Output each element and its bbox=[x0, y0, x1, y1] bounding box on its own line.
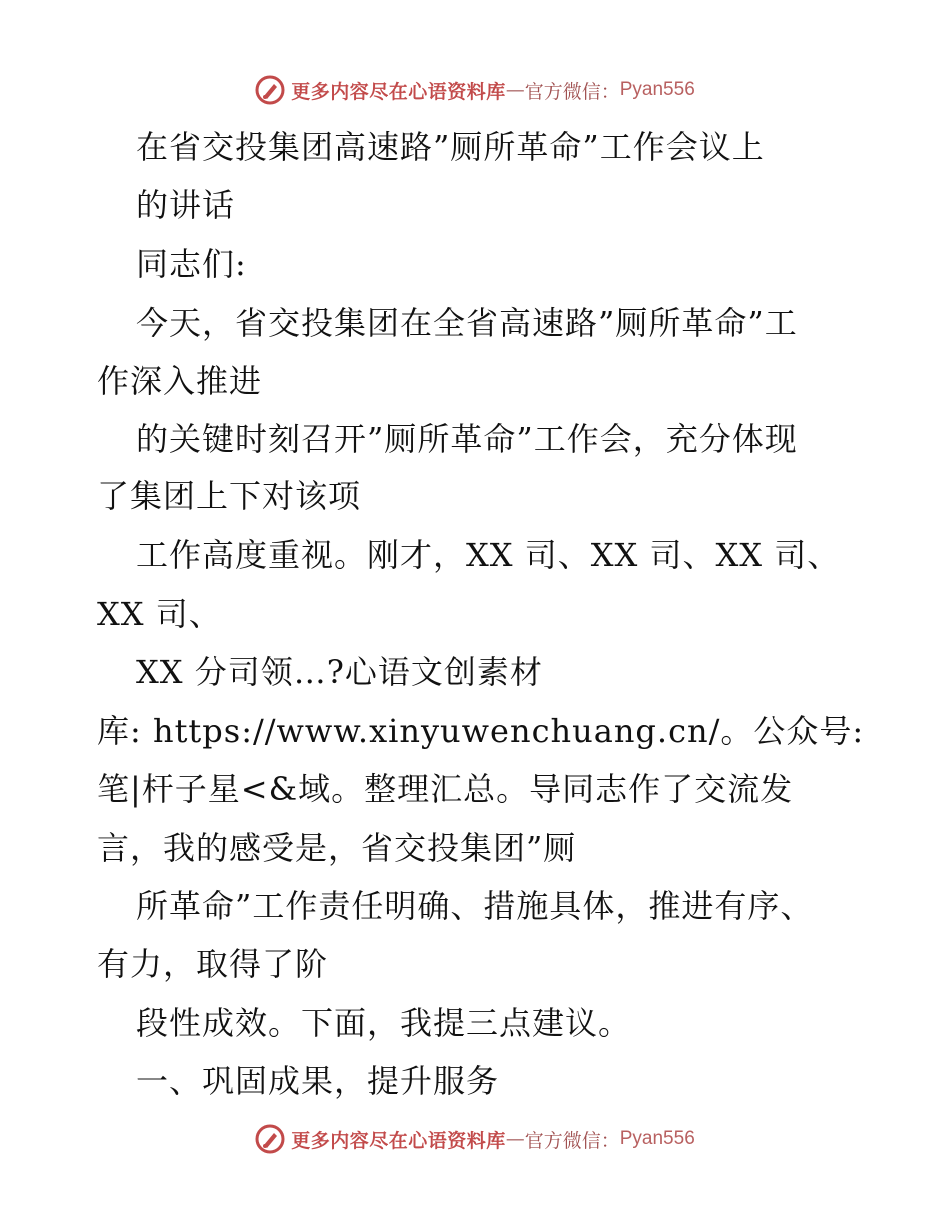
watermark-wechat-label: 官方微信： bbox=[524, 1129, 620, 1152]
section-heading: 一、巩固成果，提升服务 bbox=[136, 1062, 500, 1100]
pen-circle-logo-icon bbox=[255, 75, 285, 105]
paragraph-line: 库: https://www.xinyuwenchuang.cn/。公众号: bbox=[97, 712, 865, 750]
watermark-separator: — bbox=[505, 1128, 525, 1150]
paragraph-line: 所革命”工作责任明确、措施具体，推进有序、 bbox=[136, 887, 814, 925]
doc-title-line-2: 的讲话 bbox=[136, 186, 236, 224]
watermark-separator: — bbox=[505, 79, 525, 101]
paragraph-line: 工作高度重视。刚才，XX 司、XX 司、XX 司、 bbox=[136, 536, 841, 574]
paragraph-line: XX 司、 bbox=[97, 595, 222, 633]
pen-circle-logo-icon bbox=[255, 1124, 285, 1154]
paragraph-line: 段性成效。下面，我提三点建议。 bbox=[136, 1004, 632, 1042]
paragraph-line: 笔|杆子星<&域。整理汇总。导同志作了交流发 bbox=[97, 770, 794, 808]
salutation: 同志们: bbox=[136, 245, 247, 283]
watermark-wechat-label: 官方微信： bbox=[524, 80, 620, 103]
footer-watermark bbox=[0, 1122, 950, 1156]
header-watermark bbox=[0, 73, 950, 107]
paragraph-line: 有力，取得了阶 bbox=[97, 945, 329, 983]
paragraph-line: 言，我的感受是，省交投集团”厕 bbox=[97, 829, 577, 867]
paragraph-line: 了集团上下对该项 bbox=[97, 477, 362, 515]
watermark-wechat-id: Pyan556 bbox=[619, 79, 695, 100]
watermark-main-text: 更多内容尽在心语资料库 bbox=[291, 1129, 506, 1152]
doc-title-line-1: 在省交投集团高速路”厕所革命”工作会议上 bbox=[136, 128, 765, 166]
paragraph-line: 的关键时刻召开”厕所革命”工作会，充分体现 bbox=[136, 420, 798, 458]
paragraph-line: XX 分司领…?心语文创素材 bbox=[136, 653, 543, 691]
paragraph-line: 作深入推进 bbox=[97, 362, 263, 400]
paragraph-line: 今天，省交投集团在全省高速路”厕所革命”工 bbox=[136, 304, 798, 342]
watermark-main-text: 更多内容尽在心语资料库 bbox=[291, 80, 506, 103]
watermark-wechat-id: Pyan556 bbox=[619, 1128, 695, 1149]
